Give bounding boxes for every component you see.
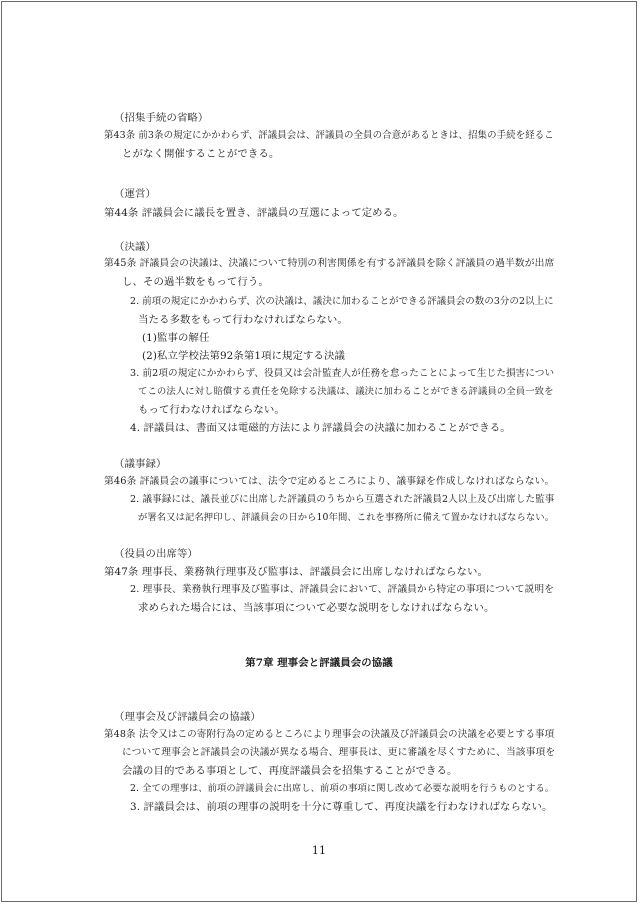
article-44-heading: （運営） bbox=[114, 188, 156, 200]
article-43-heading: （招集手続の省略） bbox=[114, 112, 209, 124]
article-46-heading: （議事録） bbox=[114, 458, 167, 470]
article-45-item-1: (1)監事の解任 bbox=[142, 332, 210, 344]
article-48-clause-3: 3. 評議員会は、前項の理事の説明を十分に尊重して、再度決議を行わなければならない。 bbox=[130, 801, 553, 813]
article-45-heading: （決議） bbox=[114, 241, 156, 253]
article-44-text: 第44条 評議員会に議長を置き、評議員の互選によって定める。 bbox=[104, 207, 404, 219]
article-45-clause-3: 3. 前2項の規定にかかわらず、役員又は会計監査人が任務を怠ったことによって生じた損害につい bbox=[130, 368, 555, 379]
article-46-clause-2: 2. 議事録には、議長並びに出席した評議員のうちから互選された評議員2人以上及び出席した監事 bbox=[130, 494, 555, 505]
page-content bbox=[2, 2, 636, 901]
article-45-text: 第45条 評議員会の決議は、決議について特別の利害関係を有する評議員を除く評議員の過半数が出席 bbox=[104, 258, 555, 269]
article-48-text-cont-2: 会議の目的である事項として、再度評議員会を招集することができる。 bbox=[122, 765, 458, 777]
article-47-heading: （役員の出席等） bbox=[114, 548, 198, 560]
article-47-clause-2-cont: 求められた場合には、当該事項について必要な説明をしなければならない。 bbox=[138, 602, 495, 614]
article-47-text: 第47条 理事長、業務執行理事及び監事は、評議員会に出席しなければならない。 bbox=[104, 566, 488, 578]
article-48-clause-2: 2. 全ての理事は、前項の評議員会に出席し、前項の事項に関し改めて必要な説明を行うものとする。 bbox=[130, 783, 555, 794]
article-46-clause-2-cont: が署名又は記名押印し、評議員会の日から10年間、これを事務所に備えて置かなければならない。 bbox=[138, 512, 555, 523]
article-48-text: 第48条 法令又はこの寄附行為の定めるところにより理事会の決議及び評議員会の決議を必要とする事項 bbox=[104, 729, 555, 740]
article-45-item-2: (2)私立学校法第92条第1項に規定する決議 bbox=[142, 350, 345, 362]
article-43-text-cont: とがなく開催することができる。 bbox=[122, 148, 280, 160]
article-46-text: 第46条 評議員会の議事については、法令で定めるところにより、議事録を作成しなければならない。 bbox=[104, 476, 555, 487]
chapter-7-title: 第7章 理事会と評議員会の協議 bbox=[245, 657, 393, 669]
article-45-clause-2-cont: 当たる多数をもって行わなければならない。 bbox=[138, 314, 348, 326]
article-45-clause-3-cont-2: もって行わなければならない。 bbox=[138, 404, 285, 416]
article-48-heading: （理事会及び評議員会の協議） bbox=[114, 711, 261, 723]
article-43-text: 第43条 前3条の規定にかかわらず、評議員会は、評議員の全員の合意があるときは、招集の手続を経るこ bbox=[104, 130, 554, 141]
article-45-clause-2: 2. 前項の規定にかかわらず、次の決議は、議決に加わることができる評議員会の数の3分の2以上に bbox=[130, 296, 554, 307]
page-number: 11 bbox=[311, 844, 327, 857]
article-45-clause-4: 4. 評議員は、書面又は電磁的方法により評議員会の決議に加わることができる。 bbox=[130, 422, 511, 434]
article-45-clause-3-cont-1: てこの法人に対し賠償する責任を免除する決議は、議決に加わることができる評議員の全員一致を bbox=[138, 386, 554, 397]
article-47-clause-2: 2. 理事長、業務執行理事及び監事は、評議員会において、評議員から特定の事項について説明を bbox=[130, 584, 554, 595]
article-45-text-cont: し、その過半数をもって行う。 bbox=[122, 276, 269, 288]
article-48-text-cont-1: について理事会と評議員会の決議が異なる場合、理事長は、更に審議を尽くすために、当該事項を bbox=[122, 747, 556, 758]
document-page bbox=[1, 1, 637, 902]
